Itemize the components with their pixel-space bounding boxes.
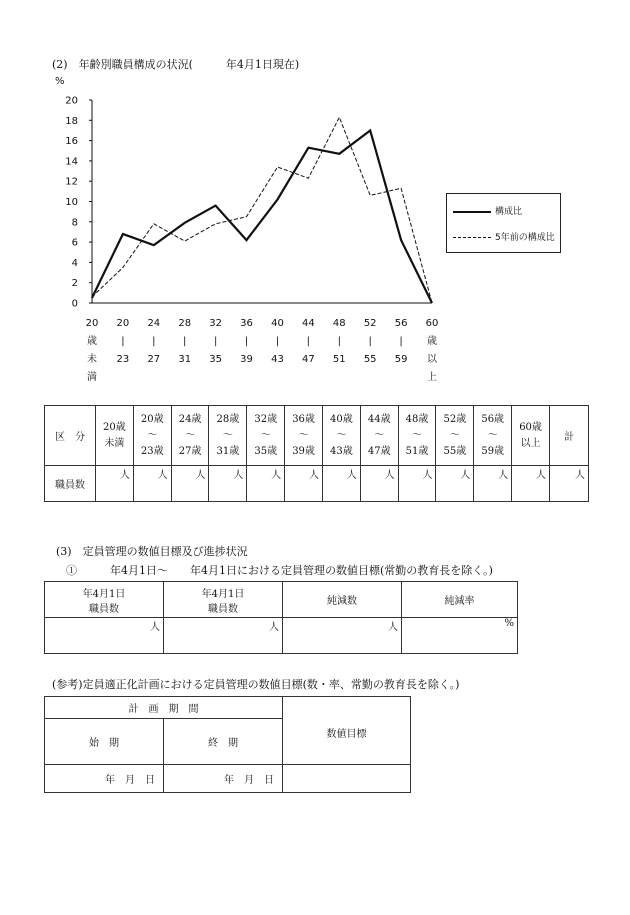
series-line-current bbox=[92, 131, 432, 304]
staff-count-cell: 人 bbox=[512, 466, 550, 502]
x-tick-label bbox=[147, 318, 160, 365]
x-tick-label bbox=[395, 318, 408, 365]
legend-dashed-line-icon bbox=[453, 237, 491, 238]
header-net-decrease-rate: 純減率 bbox=[402, 582, 518, 618]
x-tick-label bbox=[209, 318, 222, 365]
age-header: 36歳 〜 39歳 bbox=[285, 406, 323, 466]
x-tick-label-line: | bbox=[399, 336, 403, 347]
age-header: 28歳 〜 31歳 bbox=[209, 406, 247, 466]
y-tick-label: 10 bbox=[65, 197, 78, 208]
x-tick-label-line: 55 bbox=[363, 354, 377, 365]
header-start-period: 始 期 bbox=[45, 719, 164, 765]
age-distribution-table bbox=[44, 405, 589, 502]
x-tick-label-line: 59 bbox=[394, 354, 408, 365]
x-tick-label bbox=[271, 318, 284, 365]
y-tick-label: 4 bbox=[71, 257, 78, 269]
staff-count-cell: 人 bbox=[96, 466, 134, 502]
x-tick-label bbox=[364, 318, 377, 365]
x-tick-label-line: 36 bbox=[240, 318, 253, 329]
staff-count-total-cell: 人 bbox=[550, 466, 589, 502]
x-tick-label-line: 歳 bbox=[427, 336, 437, 347]
x-tick-label-line: 31 bbox=[178, 354, 192, 365]
legend-item-past bbox=[453, 230, 555, 243]
x-tick-label bbox=[117, 318, 130, 365]
x-tick-label-line: 未 bbox=[87, 354, 97, 365]
staff-count-cell: 人 bbox=[247, 466, 285, 502]
age-header: 40歳 〜 43歳 bbox=[322, 406, 360, 466]
total-header: 計 bbox=[550, 406, 589, 466]
x-tick-label bbox=[302, 318, 315, 365]
x-tick-label-line: 32 bbox=[209, 318, 223, 329]
x-tick-label-line: | bbox=[368, 336, 372, 347]
age-header: 56歳 〜 59歳 bbox=[474, 406, 512, 466]
y-tick-label: 18 bbox=[65, 115, 78, 127]
row-header-category: 区 分 bbox=[45, 406, 96, 466]
legend-item-current bbox=[453, 204, 522, 217]
section2-title: (2) 年齢別職員構成の状況( 年4月1日現在) bbox=[52, 58, 300, 71]
header-net-decrease: 純減数 bbox=[283, 582, 402, 618]
x-tick-label-line: 39 bbox=[240, 354, 253, 365]
x-tick-label-line: | bbox=[337, 336, 341, 347]
x-tick-label bbox=[426, 318, 439, 383]
staff-count-cell: 人 bbox=[133, 466, 171, 502]
x-tick-label-line: 52 bbox=[363, 318, 377, 329]
staff-count-cell: 人 bbox=[209, 466, 247, 502]
age-header: 52歳 〜 55歳 bbox=[436, 406, 474, 466]
x-tick-label-line: 47 bbox=[301, 354, 315, 365]
x-tick-label-line: 満 bbox=[87, 372, 97, 383]
x-tick-label-line: 56 bbox=[394, 318, 408, 329]
x-tick-label bbox=[86, 318, 99, 383]
value-cell: 人 bbox=[45, 618, 164, 654]
x-tick-label bbox=[240, 318, 253, 365]
chart-legend bbox=[446, 193, 561, 253]
plan-target-table bbox=[44, 696, 411, 793]
value-cell: 人 bbox=[283, 618, 402, 654]
staff-count-cell: 人 bbox=[322, 466, 360, 502]
legend-label: 5年前の構成比 bbox=[495, 233, 555, 243]
header-plan-period: 計 画 期 間 bbox=[45, 697, 283, 719]
end-date-cell: 年 月 日 bbox=[164, 765, 283, 793]
x-tick-label-line: 歳 bbox=[87, 336, 97, 347]
x-tick-label bbox=[333, 318, 346, 365]
y-tick-label: 16 bbox=[65, 136, 78, 148]
x-tick-label-line: | bbox=[152, 336, 156, 347]
x-tick-label-line: 27 bbox=[147, 354, 161, 365]
y-tick-label: 20 bbox=[65, 95, 78, 107]
x-tick-label-line: 48 bbox=[332, 318, 346, 329]
x-tick-label-line: 20 bbox=[116, 318, 130, 329]
x-tick-label-line: 24 bbox=[147, 318, 161, 329]
header-staff-count-end: 年4月1日 職員数 bbox=[164, 582, 283, 618]
x-tick-label-line: 51 bbox=[332, 354, 346, 365]
value-cell: 人 bbox=[164, 618, 283, 654]
x-tick-label-line: | bbox=[183, 336, 187, 347]
x-tick-label-line: 40 bbox=[271, 318, 284, 329]
staff-target-table bbox=[44, 581, 518, 654]
staff-count-cell: 人 bbox=[285, 466, 323, 502]
y-axis bbox=[65, 96, 92, 310]
start-date-cell: 年 月 日 bbox=[45, 765, 164, 793]
x-tick-label-line: 35 bbox=[209, 354, 223, 365]
legend-label: 構成比 bbox=[495, 207, 523, 217]
target-value-cell bbox=[283, 765, 411, 793]
y-tick-label: 12 bbox=[65, 176, 78, 188]
staff-count-cell: 人 bbox=[474, 466, 512, 502]
section3-subtitle: ① 年4月1日〜 年4月1日における定員管理の数値目標(常勤の教育長を除く。) bbox=[66, 564, 493, 577]
x-tick-label-line: 28 bbox=[178, 318, 192, 329]
staff-count-cell: 人 bbox=[436, 466, 474, 502]
x-tick-label-line: | bbox=[306, 336, 311, 347]
age-header: 24歳 〜 27歳 bbox=[171, 406, 209, 466]
header-end-period: 終 期 bbox=[164, 719, 283, 765]
x-tick-label-line: 上 bbox=[427, 372, 437, 383]
value-cell: % bbox=[402, 618, 518, 654]
age-header: 44歳 〜 47歳 bbox=[360, 406, 398, 466]
x-tick-label-line: 20 bbox=[85, 318, 99, 329]
y-tick-label: 6 bbox=[71, 237, 78, 249]
section3-title: (3) 定員管理の数値目標及び進捗状況 bbox=[56, 545, 248, 558]
row-header-staff-count: 職員数 bbox=[45, 466, 96, 502]
x-tick-label-line: 23 bbox=[116, 354, 130, 365]
y-axis-unit: % bbox=[55, 76, 65, 87]
staff-count-cell: 人 bbox=[398, 466, 436, 502]
y-tick-label: 14 bbox=[65, 156, 78, 168]
staff-count-cell: 人 bbox=[360, 466, 398, 502]
x-tick-label-line: | bbox=[121, 336, 125, 347]
age-header: 60歳 以上 bbox=[512, 406, 550, 466]
x-axis-labels bbox=[86, 318, 439, 383]
age-header: 20歳 未満 bbox=[96, 406, 134, 466]
x-tick-label-line: | bbox=[213, 336, 218, 347]
reference-title: (参考)定員適正化計画における定員管理の数値目標(数・率、常勤の教育長を除く。) bbox=[52, 678, 460, 691]
x-tick-label-line: | bbox=[244, 336, 249, 347]
x-tick-label-line: | bbox=[275, 336, 280, 347]
staff-count-cell: 人 bbox=[171, 466, 209, 502]
legend-solid-line-icon bbox=[453, 211, 491, 213]
series-line-5-years-ago bbox=[92, 117, 432, 303]
x-tick-label-line: 60 bbox=[425, 318, 439, 329]
y-tick-label: 8 bbox=[71, 217, 78, 229]
x-tick-label-line: 43 bbox=[271, 354, 284, 365]
header-numeric-target: 数値目標 bbox=[283, 697, 411, 765]
x-tick-label-line: 44 bbox=[301, 318, 315, 329]
age-header: 20歳 〜 23歳 bbox=[133, 406, 171, 466]
x-tick-label-line: 以 bbox=[427, 354, 437, 365]
x-tick-label bbox=[178, 318, 191, 365]
y-tick-label: 2 bbox=[71, 278, 78, 290]
header-staff-count-start: 年4月1日 職員数 bbox=[45, 582, 164, 618]
age-header: 48歳 〜 51歳 bbox=[398, 406, 436, 466]
y-tick-label: 0 bbox=[71, 298, 78, 310]
age-header: 32歳 〜 35歳 bbox=[247, 406, 285, 466]
